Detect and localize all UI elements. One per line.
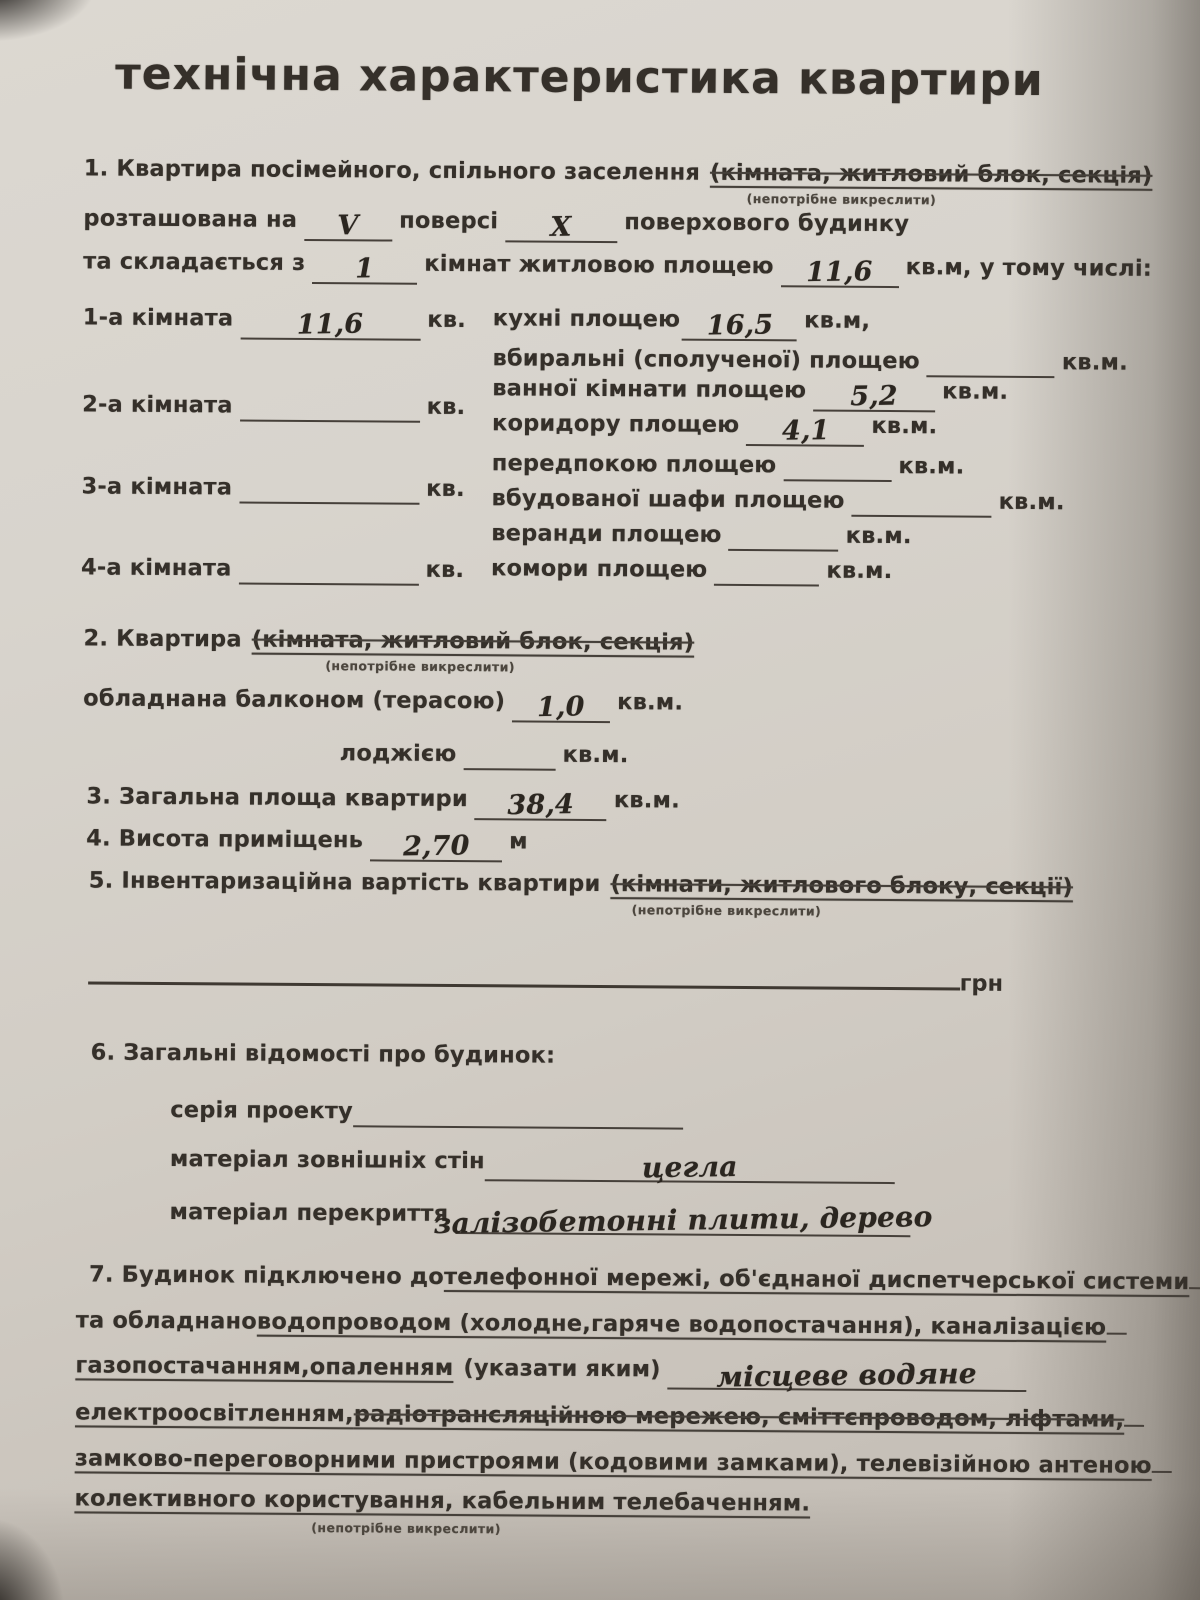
s7-line4-struck: радіотрансляційною мережею, сміттєпроводом, ліфтами, [353, 1401, 1125, 1433]
s2-balcony-line [83, 680, 684, 724]
area-unit: кв.м. [942, 378, 1009, 405]
s2-loggia-line [340, 730, 629, 771]
s7-line6-underlined: колективного користування, кабельним телебаченням. [74, 1485, 811, 1517]
area-label: кухні площею [492, 305, 681, 333]
s6-slabs-line [169, 1193, 933, 1241]
slabs-blank [433, 1200, 933, 1241]
walls-value: цегла [641, 1149, 738, 1185]
area-value: 5,2 [850, 380, 899, 413]
rooms-count-blank [312, 252, 417, 285]
loggia-label: лоджією [339, 740, 457, 768]
s6-walls-line [169, 1140, 902, 1185]
consists-label-b: кімнат житловою площею [424, 250, 774, 280]
s5-struck-options: (кімнати, житлового блоку, секції) [610, 871, 1074, 901]
s1-line1-prefix: 1. Квартира посімейного, спільного заселення [83, 155, 701, 186]
area-unit: кв.м. [871, 412, 938, 440]
slabs-value: залізобетонні плити, дерево [433, 1200, 933, 1241]
area-label: вбиральні (сполученої) площею [492, 345, 920, 375]
s1-line1 [84, 154, 1153, 191]
s7-line6 [74, 1484, 810, 1519]
balcony-unit: кв.м. [617, 689, 684, 716]
s7-line1 [89, 1254, 1190, 1296]
room-row-2 [82, 381, 465, 422]
s1-note: (непотрібне викреслити) [746, 191, 937, 208]
series-blank [353, 1095, 683, 1129]
room-unit: кв. [426, 475, 465, 503]
walls-label: матеріал зовнішніх стін [169, 1146, 485, 1175]
area-label: вбудованої шафи площею [491, 485, 845, 514]
area-unit: кв.м. [845, 522, 912, 550]
room-row-1 [82, 299, 467, 341]
area-value: 16,5 [706, 309, 774, 342]
s2-note: (непотрібне викреслити) [325, 658, 515, 675]
area-unit: кв.м, [804, 307, 871, 334]
consists-label-c: кв.м, у тому числі: [905, 254, 1153, 282]
area-row-pantry [491, 545, 893, 586]
floor-label-b: поверсі [399, 207, 499, 235]
s6-header [91, 1038, 556, 1071]
s7-line3-underlined: газопостачанням,опаленням [75, 1352, 454, 1382]
room-row-4 [81, 544, 464, 585]
s3-label: 3. Загальна площа квартири [86, 783, 468, 813]
s7-line5 [74, 1438, 1152, 1480]
floor-value: V [337, 210, 359, 242]
s7-line4 [75, 1392, 1125, 1434]
consists-label-a: та складається з [83, 248, 306, 276]
s5-note: (непотрібне викреслити) [631, 902, 822, 919]
s7-line3-mid: (указати яким) [463, 1355, 661, 1383]
room-area-value: 11,6 [296, 308, 364, 341]
balcony-value: 1,0 [537, 691, 586, 724]
total-floors-value: X [550, 211, 572, 243]
s4-label: 4. Висота приміщень [86, 825, 364, 854]
area-label: комори площею [490, 555, 708, 583]
s7-line5-tail [1152, 1446, 1172, 1473]
s7-line4-underlined: електроосвітленням, [75, 1399, 354, 1428]
s7-line3 [75, 1346, 1033, 1394]
s1-line1-struck-options: (кімната, житловий блок, секція) [709, 159, 1153, 189]
s5-value-line [88, 958, 1003, 996]
s7-line2 [75, 1300, 1107, 1342]
heating-type-blank [668, 1358, 1027, 1393]
s2-line1 [83, 624, 694, 658]
room-row-3 [81, 463, 464, 504]
s7-line2-underlined: водопроводом (холодне,гаряче водопостачання), каналізацією [256, 1308, 1107, 1341]
area-unit: кв.м. [998, 488, 1065, 516]
area-unit: кв.м. [826, 557, 893, 585]
s7-line1-underlined: телефонної мережі, об'єднаної диспетчерської системи [443, 1263, 1190, 1295]
s7-line5-underlined: замково-переговорними пристроями (кодовими замками), телевізійною антеною [74, 1445, 1152, 1479]
room-area-blank [240, 389, 420, 422]
area-row-bathroom [492, 370, 1009, 413]
s1-floor-line [83, 200, 910, 243]
room-unit: кв. [427, 306, 467, 334]
area-unit: кв.м. [898, 453, 965, 480]
room-label: 2-а кімната [82, 391, 233, 419]
area-label: веранди площею [491, 520, 722, 548]
s7-prefix: 7. Будинок підключено до [89, 1261, 445, 1290]
loggia-unit: кв.м. [562, 741, 629, 769]
room-area-blank [240, 307, 420, 340]
area-label: ванної кімнати площею [492, 375, 807, 404]
s2-prefix: 2. Квартира [83, 625, 242, 653]
height-value: 2,70 [402, 830, 470, 863]
living-area-blank [781, 255, 899, 288]
balcony-blank [512, 690, 610, 723]
total-area-value: 38,4 [507, 789, 575, 822]
s6-series-line [170, 1087, 690, 1129]
loggia-blank [463, 738, 555, 771]
height-blank [370, 829, 502, 862]
total-area-blank [475, 788, 607, 821]
area-row-kitchen [492, 300, 871, 342]
floor-label-c: поверхового будинку [624, 209, 910, 238]
s7-line2-prefix: та обладнано [75, 1307, 258, 1335]
room-unit: кв. [425, 556, 465, 584]
room-unit: кв. [426, 393, 466, 421]
s1-consists-line [83, 243, 1153, 289]
room-label: 4-а кімната [80, 554, 232, 582]
s5-line [89, 866, 1073, 903]
heating-type-value: місцеве водяне [716, 1356, 978, 1394]
s5-value-blank [88, 958, 960, 990]
area-label: передпокою площею [491, 450, 777, 479]
s3-total-area-line [86, 778, 680, 822]
balcony-label: обладнана балконом (терасою) [83, 685, 506, 715]
area-value: 4,1 [781, 415, 830, 447]
area-label: коридору площею [491, 410, 740, 438]
floor-label-a: розташована на [83, 205, 298, 233]
s5-prefix: 5. Інвентаризаційна вартість квартири [88, 867, 601, 898]
rooms-count-value: 1 [355, 253, 375, 285]
s4-unit: м [509, 828, 528, 855]
area-blank [714, 554, 819, 587]
s3-unit: кв.м. [613, 787, 680, 814]
floor-blank [304, 209, 392, 242]
area-row-corridor [491, 405, 938, 447]
room-label: 3-а кімната [81, 473, 233, 501]
slabs-label: матеріал перекриття [169, 1199, 449, 1227]
s2-struck-options: (кімната, житловий блок, секція) [251, 626, 695, 656]
series-label: серія проекту [170, 1097, 353, 1125]
s7-line4-tail [1124, 1400, 1144, 1427]
s4-height-line [86, 820, 528, 863]
room-area-blank [239, 471, 419, 504]
s7-line1-tail [1189, 1262, 1200, 1289]
room-label: 1-а кімната [82, 304, 234, 332]
area-unit: кв.м. [1061, 349, 1128, 376]
total-floors-blank [505, 210, 617, 243]
currency-label: грн [959, 970, 1004, 997]
form-title: технічна характеристика квартири [115, 48, 1044, 107]
s7-line2-tail [1106, 1308, 1126, 1335]
s7-note: (непотрібне викреслити) [311, 1520, 501, 1537]
s6-header-text: 6. Загальні відомості про будинок: [90, 1039, 556, 1069]
living-area-value: 11,6 [806, 256, 874, 289]
room-area-blank [238, 552, 418, 585]
walls-blank [485, 1149, 895, 1184]
